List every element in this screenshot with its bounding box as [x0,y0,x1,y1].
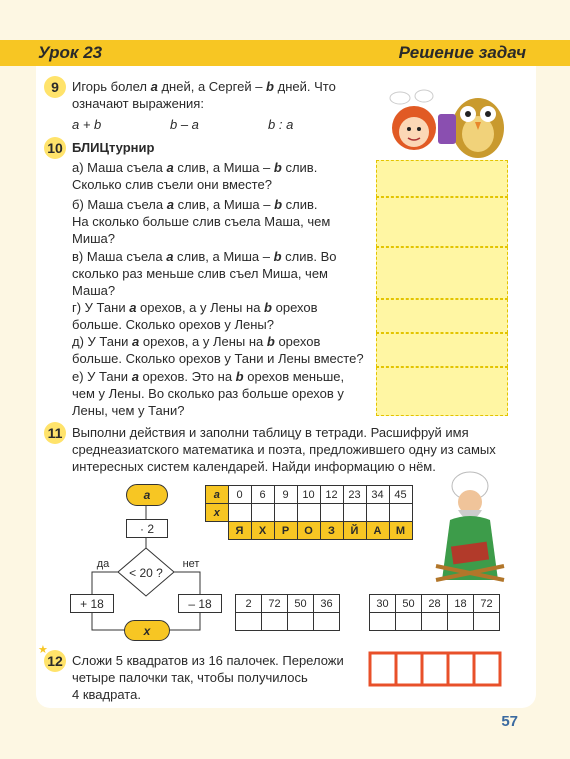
lesson-header [0,40,570,66]
flowchart-start: a [126,484,168,506]
table-empty-cell[interactable] [236,613,262,631]
table-empty-cell[interactable] [262,613,288,631]
task-10-item-d: г) У Тани a орехов, а у Лены на b орехов больше. Сколько орехов у Лены? [72,300,318,332]
task-10-item-c: в) Маша съела a слив, а Миша – b слив. Во сколько раз меньше слив съел Миша, чем Маша? [72,249,337,298]
cipher-empty-cell[interactable] [228,504,251,522]
answer-box-e[interactable] [376,333,508,367]
flowchart-end: x [124,620,170,641]
page-number: 57 [501,713,518,730]
cipher-empty-cell[interactable] [389,504,412,522]
table-empty-cell[interactable] [474,613,500,631]
table-cell: 50 [288,595,314,613]
task-9-expression-3: b : a [268,117,294,132]
table-cell: 50 [396,595,422,613]
table-cell: 72 [474,595,500,613]
cipher-letter: Й [343,522,366,540]
cipher-header-a: a [206,486,229,504]
star-icon: ★ [38,644,48,656]
cipher-letter: М [389,522,412,540]
table-cell: 28 [422,595,448,613]
table-empty-cell[interactable] [288,613,314,631]
cipher-table [205,485,413,540]
cipher-empty-cell[interactable] [366,504,389,522]
cipher-empty-cell[interactable] [343,504,366,522]
girl-and-owl-illustration [378,84,510,160]
table-empty-cell[interactable] [370,613,396,631]
lesson-topic: Решение задач [398,43,526,62]
flowchart-minus-box: – 18 [178,594,222,613]
cipher-letter: Я [228,522,251,540]
task-10-item-f: е) У Тани a орехов. Это на b орехов меньше, чем у Лены. Во сколько раз больше орехов у Лены, чем у Тани? [72,369,345,418]
cipher-value: 10 [297,486,320,504]
cipher-value: 34 [366,486,389,504]
cipher-empty-cell[interactable] [274,504,297,522]
task-9-text: Игорь болел a дней, а Сергей – b дней. Что означают выражения: [72,79,336,111]
task-10-title: БЛИЦтурнир [72,140,155,155]
task-10-number: 10 [44,137,66,159]
answer-box-c[interactable] [376,247,508,299]
table-empty-cell[interactable] [396,613,422,631]
cipher-empty-cell[interactable] [251,504,274,522]
cipher-empty-cell[interactable] [320,504,343,522]
flowchart-no-label: нет [182,558,200,570]
mathematician-illustration [430,470,510,582]
task-10-item-a: а) Маша съела a слив, а Миша – b слив. Сколько слив съели они вместе? [72,160,318,192]
task-9-number: 9 [44,76,66,98]
cipher-letter: А [366,522,389,540]
table-empty-cell[interactable] [448,613,474,631]
answer-table-2 [235,594,340,631]
cipher-letter: З [320,522,343,540]
cipher-value: 12 [320,486,343,504]
flowchart-plus-box: + 18 [70,594,114,613]
answer-box-f[interactable] [376,367,508,416]
cipher-value: 23 [343,486,366,504]
answer-box-b[interactable] [376,197,508,247]
answer-box-d[interactable] [376,299,508,333]
cipher-value: 9 [274,486,297,504]
table-empty-cell[interactable] [422,613,448,631]
table-cell: 72 [262,595,288,613]
flowchart-multiply-box: · 2 [126,519,168,538]
task-12-text: Сложи 5 квадратов из 16 палочек. Переложи четыре палочки так, чтобы получилось 4 квадрата. [72,653,344,702]
cipher-letter: Р [274,522,297,540]
table-cell: 18 [448,595,474,613]
cipher-value: 0 [228,486,251,504]
cipher-spacer [206,522,229,540]
matchstick-squares [368,650,508,690]
task-11-text: Выполни действия и заполни таблицу в тетради. Расшифруй имя среднеазиатского математика и поэта, предложившего одну из самых интересных систем календарей. Найди информацию о нём. [72,425,496,474]
task-9-expression-1: a + b [72,117,102,132]
answer-column [376,160,508,416]
answer-table-3 [369,594,500,631]
task-10-item-e: д) У Тани a орехов, а у Лены на b орехов больше. Сколько орехов у Тани и Лены вместе? [72,334,364,366]
task-9-expression-2: b – a [170,117,199,132]
task-12-number: 12 [44,650,66,672]
table-cell: 30 [370,595,396,613]
task-10-item-b: б) Маша съела a слив, а Миша – b слив. На сколько больше слив съела Маша, чем Миша? [72,197,331,246]
flowchart-yes-label: да [96,558,110,570]
cipher-letter: О [297,522,320,540]
cipher-header-x: x [206,504,229,522]
cipher-value: 6 [251,486,274,504]
flowchart-condition: < 20 ? [129,566,163,580]
cipher-value: 45 [389,486,412,504]
table-cell: 36 [314,595,340,613]
answer-box-a[interactable] [376,160,508,197]
table-cell: 2 [236,595,262,613]
task-11-number: 11 [44,422,66,444]
table-empty-cell[interactable] [314,613,340,631]
cipher-empty-cell[interactable] [297,504,320,522]
cipher-letter: Х [251,522,274,540]
lesson-number: Урок 23 [38,43,103,62]
